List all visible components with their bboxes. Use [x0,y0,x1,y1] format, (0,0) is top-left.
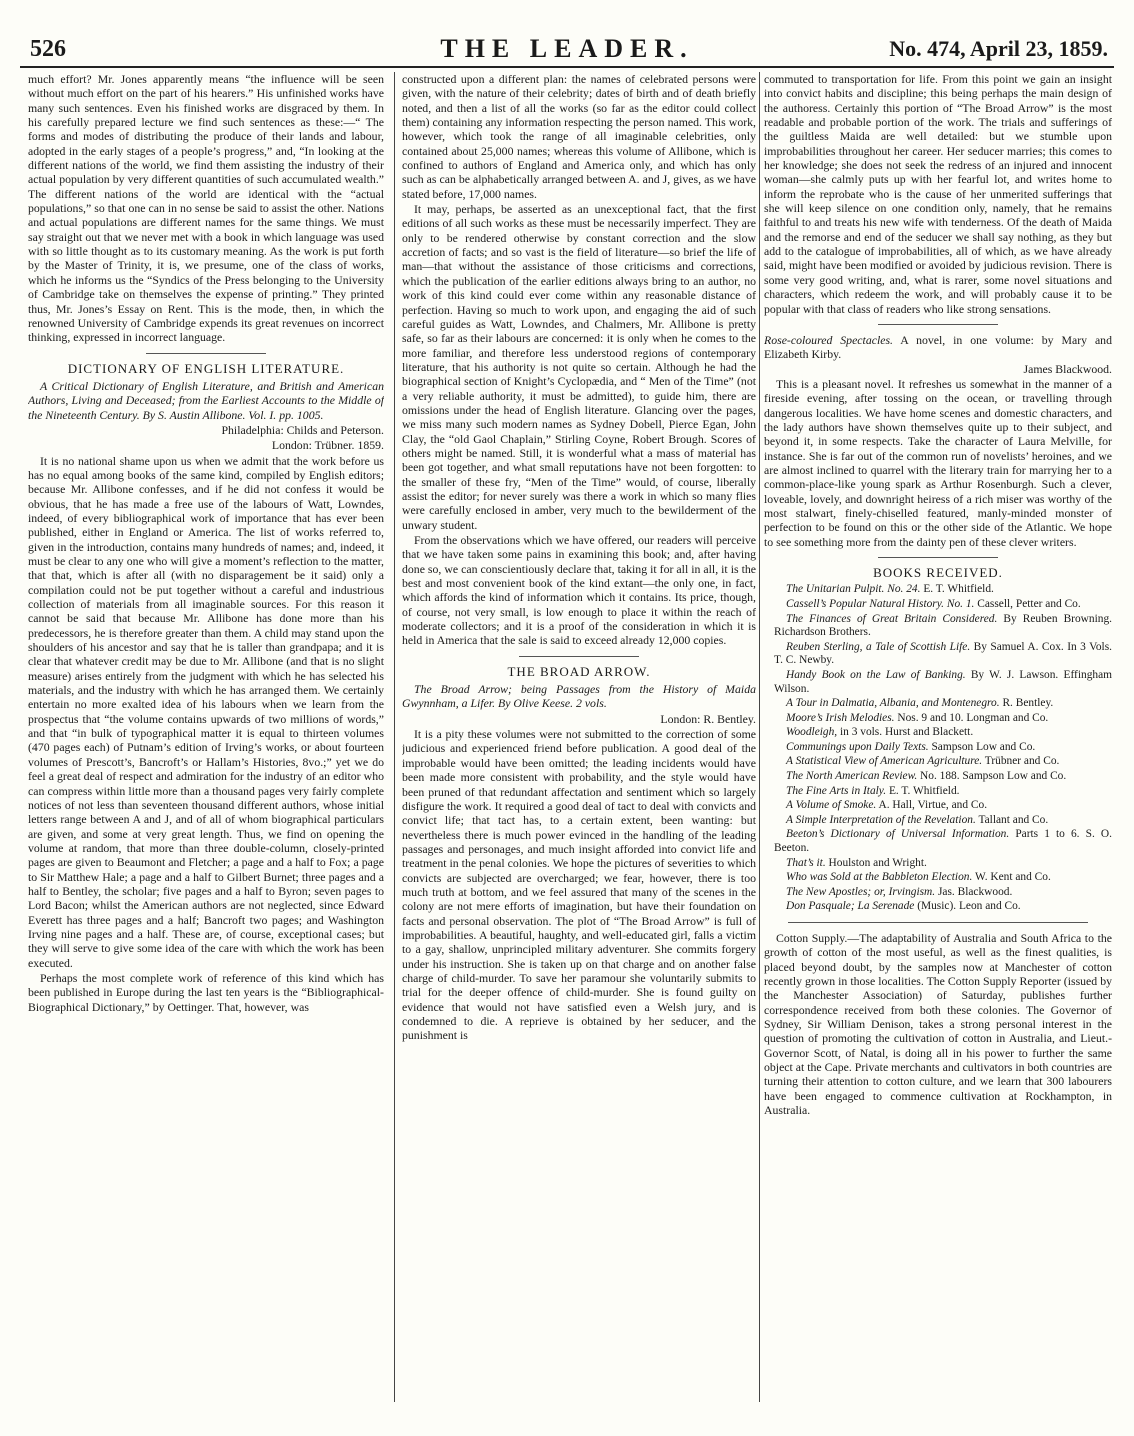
book-entry [764,770,1112,784]
book-publisher: in 3 vols. Hurst and Blackett. [837,726,974,739]
book-publisher: W. Kent and Co. [972,871,1051,884]
page-number: 526 [30,36,66,62]
book-publisher: Tallant and Co. [975,813,1049,826]
publisher-line: Philadelphia: Childs and Peterson. [221,422,384,437]
book-title: The Finances of Great Britain Considered. [786,612,998,625]
book-title: A Simple Interpretation of the Revelation. [786,813,976,826]
paragraph: commuted to transportation for life. From this point we gain an insight into convict habits and discipline; this being perhaps the main design of the authoress. Certainly this portion of “The Broad Arrow” is the most readable and probable portion of the work. The trials and sufferings of the guiltless Maida are well detailed: but we stumble upon improbabilities throughout her career. Her seducer marries; this comes to her knowledge; she does not seek the redress of an injured and innocent woman—she calmly puts up with her fearful lot, and writes home to inform the reprobate who is the cause of her unmerited sufferings that she will keep silence on one condition only, namely, that he remains faithful to and treats his new wife with tenderness. Of the death of Maida and the remorse and end of the seducer we shall say nothing, as they but add to the catalogue of improbabilities, all of which, as we have already said, might have been modified or avoided by judicious revision. There is some very good writing, and, what is rarer, some novel situations and characters, which redeem the work, and will probably cause it to be popular with that class of readers who like strong sensations. [764,72,1112,316]
section-divider [878,557,998,558]
book-entry [764,641,1112,668]
book-publisher: Cassell, Petter and Co. [974,597,1081,610]
section-heading: BOOKS RECEIVED. [873,565,1003,580]
book-publisher: R. Bentley. [999,697,1054,710]
review-entry [764,333,1112,362]
newspaper-title: THE LEADER. [440,34,694,63]
paragraph: Cotton Supply.—The adaptability of Australia and South Africa to the growth of cotton of the most useful, as well as the finest qualities, is placed beyond doubt, by the samples now at Manchester of cotton recently grown in those localities. The Cotton Supply Reporter (issued by the Manchester Association) of Saturday, publishes further correspondence received from both these colonies. The Governor of Sydney, Sir William Denison, takes a strong personal interest in the question of promoting the cultivation of cotton in Australia, and Lieut.-Governor Scott, of Natal, is doing all in his power to further the same object at the Cape. Private merchants and cultivators in both countries are turning their attention to cotton culture, and we learn that 300 labourers have been engaged to commence cultivation at Rockhampton, in Australia. [764,931,1112,1118]
book-publisher: By W. J. Lawson. Effingham Wilson. [774,668,1112,695]
section-divider [519,656,639,657]
book-title: Who was Sold at the Babbleton Election. [786,871,973,884]
book-title: Rose-coloured Spectacles. [764,332,894,347]
book-entry [764,828,1112,855]
book-publisher: Nos. 9 and 10. Longman and Co. [894,711,1049,724]
section-heading: DICTIONARY OF ENGLISH LITERATURE. [67,360,345,376]
book-publisher: Sampson Low and Co. [928,740,1036,753]
book-entry [764,669,1112,696]
book-title: The Fine Arts in Italy. [786,784,887,797]
masthead [20,32,1114,68]
review-subtitle: A Critical Dictionary of English Literature, and British and American Authors, Living and Deceased; from the Earliest Accounts to the Middle of the Nineteenth Century. By S. Austin Allibone. Vol. I. pp. 1005. [28,378,384,422]
book-title: That’s it. [786,856,826,869]
book-entry [764,712,1112,726]
book-entry [764,598,1112,612]
book-title: The North American Review. [786,770,918,783]
book-entry [764,886,1112,900]
book-entry [764,741,1112,755]
section-divider [878,324,998,325]
book-title: Don Pasquale; La Serenade [786,900,915,913]
book-title: Communings upon Daily Texts. [786,740,929,753]
books-received-list [764,583,1112,914]
book-entry [764,814,1112,828]
book-description: A novel, in one volume: by Mary and Elizabeth Kirby. [764,332,1112,362]
book-publisher: E. T. Whitfield. [886,784,960,797]
issue-date: No. 474, April 23, 1859. [889,36,1108,61]
book-entry [764,697,1112,711]
book-publisher: Jas. Blackwood. [935,885,1013,898]
book-entry [764,900,1112,914]
paragraph: From the observations which we have offered, our readers will perceive that we have taken some pains in examining this book; and, after having done so, we can conscientiously declare that, taking it for all in all, it is the best and most convenient book of the kind extant—the only one, in fact, which affords the kind of information which it contains. Its price, though, of course, not very small, is low enough to place it within the reach of moderate collectors; and it is a proof of the consideration in which it is held in America that the sale is said to exceed already 12,000 copies. [402,533,756,648]
paragraph: This is a pleasant novel. It refreshes us somewhat in the manner of a fireside evening, after tossing on the ocean, or travelling through dangerous localities. We have home scenes and domestic characters, and the lady authors have shown themselves quite up to their subject, and beyond it, in some respects. Take the character of Laura Melville, for instance. She is far out of the common run of novelists’ heroines, and we are almost inclined to quarrel with the literary train for marrying her to a common-place-like young spark as Arthur Rosenburgh. Such a clever, loveable, lovely, and downright heiress of a rich miser was worthy of the most stalwart, finely-chiselled featured, manly-minded monster of perfection to be found on this or the other side of the Atlantic. We hope to see something more from the dainty pen of these clever writers. [764,376,1112,549]
book-publisher: Parts 1 to 6. S. O. Beeton. [774,828,1112,855]
column-1 [28,72,384,1402]
book-title: Moore’s Irish Melodies. [786,711,895,724]
book-publisher: A. Hall, Virtue, and Co. [876,799,988,812]
section-heading: THE BROAD ARROW. [507,663,651,679]
book-publisher: No. 188. Sampson Low and Co. [917,770,1067,783]
book-entry [764,726,1112,740]
publisher-line: James Blackwood. [1023,361,1112,376]
paragraph: It may, perhaps, be asserted as an unexceptional fact, that the first editions of all such works as these must be necessarily imperfect. They are only to be rendered otherwise by constant correction and the slow accretion of facts; and so vast is the field of literature—so brief the life of man—that without the assistance of those criticisms and corrections, which the publication of the earlier editions always bring to an author, no work of this kind could ever come within any reasonable distance of perfection. Having so much to work upon, and engaging the aid of such careful guides as Watt, Lowndes, and Chalmers, Mr. Allibone is pretty safe, so far as their labours are concerned: it is only when he comes to the more familiar, and therefore less understood regions of contemporary literature, that his authority is not quite so certain. Although he had the biographical section of Knight’s Cyclopædia, and “ Men of the Time” (not a very reliable authority, it must be admitted), to guide him, there are omissions under the head of English literature. Glancing over the pages, we miss many such modern names as Sydney Dobell, Pierce Egan, John Clay, the “old Gaol Chaplain,” Stirling Coyne, Robert Brough. Scores of others might be named. Still, it is wonderful what a mass of material has been got together, and what small reputations have not been forgotten: to the smaller of these fry, “Men of the Time” would, of course, liberally assist the editor; for never surely was there a work in which so many flies were carefully enclosed in amber, very much to the bewilderment of the unwary student. [402,202,756,532]
book-title: The New Apostles; or, Irvingism. [786,885,936,898]
book-title: A Statistical View of American Agriculture. [786,755,983,768]
paragraph: It is no national shame upon us when we admit that the work before us has no equal among books of the same kind, compiled by English editors; because Mr. Allibone confesses, and if he did not confess it would be obvious, that he has made a free use of the labours of Watt, Lowndes, indeed, of every bibliographical work of importance that has ever been published, either in England or America. The list of works referred to, given in the introduction, contains many hundreds of names; and, indeed, it must be clear to any one who will give a moment’s reflection to the matter, that that, which is after all (with no disparagement be it said) only a compilation could not be put together without a careful and industrious collection of materials from all imaginable sources. For this reason it cannot be said that because Mr. Allibone has done more than his predecessors, he is therefore greater than them. A child may stand upon the shoulders of his ancestor and say that he is taller than grandpapa; and it is clear that whatever credit may be due to Mr. Allibone (and that is no slight measure) arises entirely from the judgment with which he has selected his materials, and the industry with which he has arranged them. We certainly entertain no more exalted idea of his labours when we learn from the prospectus that “the volume contains upwards of two millions of words,” and that “in bulk of typographical matter it is equal to thirteen volumes (470 pages each) of Putnam’s edition of Irving’s works, or about fourteen volumes of Prescott’s, Bancroft’s or Hallam’s Histories, 8vo.;” yet we do feel a great deal of respect and admiration for the industry of an editor who can compress within little more than a thousand pages very fairly complete notices of not less than seventeen thousand different authors, whose initial letters range between A and J, and of all of whom biographical particulars are given, and some at very great length. Thus, we find on opening the volume at random, that more than three double-column, closely-printed pages are given to Beaumont and Fletcher; a page and a half to Fox; a page to Sir Matthew Hale; a page and a half to Gilbert Burnet; three pages and a half to Bentley, the scholar; five pages and a half to Byron; seven pages to Lord Bacon; whilst the American authors are not neglected, since Edward Everett has three pages and a half; Bancroft two pages; and Washington Irving nine pages and a half. These are, of course, exceptional cases; but they will serve to give some idea of the care with which the work has been executed. [28,453,384,970]
book-entry [764,871,1112,885]
book-entry [764,799,1112,813]
book-publisher: Trübner and Co. [982,755,1060,768]
book-publisher: By Reuben Browning. Richardson Brothers. [774,612,1112,639]
book-title: Handy Book on the Law of Banking. [786,668,966,681]
book-title: Woodleigh, [786,726,838,739]
book-title: A Volume of Smoke. [786,799,877,812]
book-title: Beeton’s Dictionary of Universal Information. [786,828,1010,841]
book-title: Cassell’s Popular Natural History. No. 1. [786,597,975,610]
review-subtitle: The Broad Arrow; being Passages from the History of Maida Gwynnham, a Lifer. By Olive Keese. 2 vols. [402,682,756,711]
section-divider [146,353,266,354]
book-publisher: (Music). Leon and Co. [914,900,1021,913]
book-title: The Unitarian Pulpit. No. 24. [786,583,921,596]
book-title: Reuben Sterling, a Tale of Scottish Life. [786,640,971,653]
book-publisher: E. T. Whitfield. [920,583,994,596]
column-rule [759,72,760,1402]
paragraph: Perhaps the most complete work of reference of this kind which has been published in Europe during the last ten years is the “Bibliographical-Biographical Dictionary,” by Oettinger. That, however, was [28,970,384,1014]
book-entry [764,613,1112,640]
book-entry [764,583,1112,597]
publisher-line: London: Trübner. 1859. [271,438,384,453]
column-2 [402,72,756,1402]
book-entry [764,785,1112,799]
publisher-line: London: R. Bentley. [660,711,756,726]
book-title: A Tour in Dalmatia, Albania, and Montenegro. [786,697,1000,710]
paragraph: It is a pity these volumes were not submitted to the correction of some judicious and experienced friend before publication. A good deal of the improbable would have been omitted; the leading incidents would have been made more consistent with probability, and the style would have been pruned of that redundant affectation and sentiment which so largely disfigure the work. It required a good deal of tact to deal with convicts and convict life; that tact has, to a certain extent, been wanting: but nevertheless there is much power evinced in the handling of the leading passages and personages, and much insight afforded into convict life and treatment in the penal colonies. We hope the pictures of severities to which convicts are subjected are overcharged; we fear, however, there is too much truth at bottom, and we feel assured that many of the scenes in the colony are not mere efforts of imagination, but have their foundation on facts and personal observation. The plot of “The Broad Arrow” is full of improbabilities. A beautiful, haughty, and well-educated girl, falls a victim to a gay, shallow, unprincipled military adventurer. She commits forgery under his instruction. She is taken up on that charge and on another false charge of child-murder. To save her paramour she voluntarily submits to trial for the deeper offence of child-murder. She is found guilty on evidence that would not have satisfied even a Welsh jury, and is condemned to die. A reprieve is obtained by her seducer, and the punishment is [402,727,756,1043]
column-rule [394,72,395,1402]
book-publisher: By Samuel A. Cox. In 3 Vols. T. C. Newby. [774,640,1112,667]
book-publisher: Houlston and Wright. [825,856,927,869]
book-entry [764,857,1112,871]
book-entry [764,755,1112,769]
column-3 [764,72,1112,1402]
paragraph: much effort? Mr. Jones apparently means “the influence will be seen without much effort on the part of his hearers.” His unfinished works have many such sentences. Even his finished works are disgraced by them. In his carefully prepared lecture we find such sentences as these:—“ The forms and modes of distributing the produce of their lands and labour, adopted in the early stages of a people’s progress,” and, “In looking at the different nations of the world, we find them assisting the industry of their actual population by very different quantities of such accumulated wealth.” The different nations of the world are identical with the “actual populations,” so that one can in no sense be said to assist the other. Nations and actual populations are different names for the same things. We must say straight out that we never met with a book in which language was used with so little thought as to its customary meaning. As the work is put forth by the Master of Trinity, it is, we presume, one of the class of works, which he informs us the “Syndics of the Press belonging to the University of Cambridge take on themselves the expense of printing.” They printed thus, Mr. Jones’s Essay on Rent. This is the mode, then, in which the renowned University of Cambridge expends its great revenues on incorrect thinking, expressed in incorrect language. [28,72,384,345]
paragraph: constructed upon a different plan: the names of celebrated persons were given, with the nature of their celebrity; dates of birth and of death briefly noted, and then a list of all the works (so far as the editor could collect them) containing any information respecting the person named. This work, however, which took the range of all imaginable celebrities, only contained about 25,000 names; whereas this volume of Allibone, which is confined to authors of England and America only, and which has only such as can be alphabetically arranged between A. and J, gives, as we have stated before, 17,000 names. [402,72,756,201]
section-divider [788,922,1088,923]
